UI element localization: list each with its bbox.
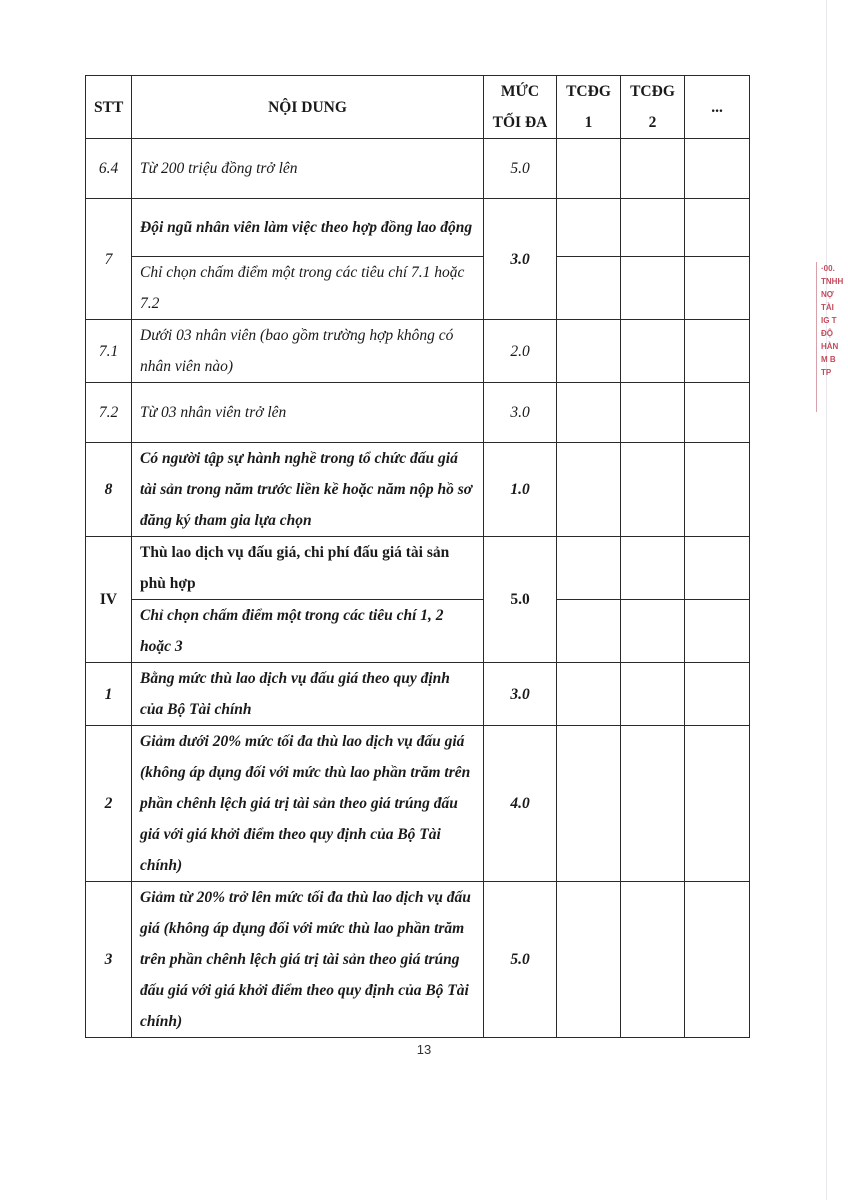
tcdg1-cell <box>557 663 621 726</box>
criteria-table <box>85 75 750 1038</box>
row-note: Chỉ chọn chấm điểm một trong các tiêu chí 1, 2 hoặc 3 <box>132 600 484 663</box>
header-tcdg2-line1: TCĐG <box>630 83 675 100</box>
header-tcdg2-line2: 2 <box>648 114 657 131</box>
row-max-score: 3.0 <box>484 199 557 320</box>
header-tcdg1-line2: 1 <box>584 114 593 131</box>
table-row <box>86 320 750 383</box>
table-row <box>86 443 750 537</box>
row-max-score: 2.0 <box>484 320 557 383</box>
tcdg1-cell <box>557 199 621 257</box>
more-cell <box>685 726 750 882</box>
tcdg1-cell <box>557 139 621 199</box>
tcdg2-cell <box>621 726 685 882</box>
row-content: Dưới 03 nhân viên (bao gồm trường hợp không có nhân viên nào) <box>132 320 484 383</box>
more-cell <box>685 139 750 199</box>
table-row <box>86 257 750 320</box>
more-cell <box>685 383 750 443</box>
row-content: Đội ngũ nhân viên làm việc theo hợp đồng lao động <box>132 199 484 257</box>
row-content: Giảm dưới 20% mức tối đa thù lao dịch vụ đấu giá (không áp dụng đối với mức thù lao phần trăm trên phần chênh lệch giá trị tài sản theo giá trúng đấu giá với giá khởi điểm theo quy định của Bộ Tài chính) <box>132 726 484 882</box>
header-more: ... <box>685 76 750 139</box>
row-stt: 8 <box>86 443 132 537</box>
table-row <box>86 383 750 443</box>
tcdg2-cell <box>621 600 685 663</box>
row-content: Từ 200 triệu đồng trở lên <box>132 139 484 199</box>
row-content: Thù lao dịch vụ đấu giá, chi phí đấu giá tài sản phù hợp <box>132 537 484 600</box>
row-max-score: 5.0 <box>484 537 557 663</box>
tcdg2-cell <box>621 383 685 443</box>
row-content: Bằng mức thù lao dịch vụ đấu giá theo quy định của Bộ Tài chính <box>132 663 484 726</box>
table-row <box>86 537 750 600</box>
table-row <box>86 663 750 726</box>
tcdg1-cell <box>557 537 621 600</box>
row-max-score: 1.0 <box>484 443 557 537</box>
row-stt: 7.1 <box>86 320 132 383</box>
table-row <box>86 199 750 257</box>
more-cell <box>685 663 750 726</box>
header-stt: STT <box>86 76 132 139</box>
stamp-text: ·00. TNHH NỢ TÀI IG T ĐỘ HÀN M B TP <box>821 264 844 377</box>
more-cell <box>685 600 750 663</box>
row-max-score: 5.0 <box>484 882 557 1038</box>
row-stt: IV <box>86 537 132 663</box>
header-tcdg2 <box>621 76 685 139</box>
more-cell <box>685 443 750 537</box>
row-stt: 2 <box>86 726 132 882</box>
more-cell <box>685 257 750 320</box>
tcdg2-cell <box>621 537 685 600</box>
row-stt: 3 <box>86 882 132 1038</box>
row-stt: 1 <box>86 663 132 726</box>
header-max-score <box>484 76 557 139</box>
row-max-score: 3.0 <box>484 663 557 726</box>
table-row <box>86 600 750 663</box>
tcdg2-cell <box>621 663 685 726</box>
row-stt: 7 <box>86 199 132 320</box>
table-row <box>86 726 750 882</box>
red-seal-stamp <box>816 262 847 412</box>
tcdg2-cell <box>621 443 685 537</box>
more-cell <box>685 320 750 383</box>
tcdg1-cell <box>557 320 621 383</box>
row-content: Có người tập sự hành nghề trong tổ chức đấu giá tài sản trong năm trước liền kề hoặc năm nộp hồ sơ đăng ký tham gia lựa chọn <box>132 443 484 537</box>
row-content: Giảm từ 20% trở lên mức tối đa thù lao dịch vụ đấu giá (không áp dụng đối với mức thù lao phần trăm trên phần chênh lệch giá trị tài sản theo giá trúng đấu giá với giá khởi điểm theo quy định của Bộ Tài chính) <box>132 882 484 1038</box>
tcdg1-cell <box>557 600 621 663</box>
tcdg1-cell <box>557 726 621 882</box>
tcdg1-cell <box>557 257 621 320</box>
tcdg1-cell <box>557 882 621 1038</box>
header-row <box>86 76 750 139</box>
more-cell <box>685 882 750 1038</box>
page-edge-line <box>826 0 827 1200</box>
header-tcdg1 <box>557 76 621 139</box>
tcdg2-cell <box>621 139 685 199</box>
tcdg2-cell <box>621 257 685 320</box>
row-max-score: 5.0 <box>484 139 557 199</box>
tcdg1-cell <box>557 443 621 537</box>
tcdg1-cell <box>557 383 621 443</box>
row-stt: 6.4 <box>86 139 132 199</box>
row-note: Chỉ chọn chấm điểm một trong các tiêu chí 7.1 hoặc 7.2 <box>132 257 484 320</box>
table-row <box>86 139 750 199</box>
page-number: 13 <box>416 1042 432 1057</box>
row-content: Từ 03 nhân viên trở lên <box>132 383 484 443</box>
more-cell <box>685 537 750 600</box>
tcdg2-cell <box>621 320 685 383</box>
header-max-line1: MỨC <box>500 83 540 100</box>
row-max-score: 3.0 <box>484 383 557 443</box>
header-max-line2: TỐI ĐA <box>492 114 548 131</box>
table-row <box>86 882 750 1038</box>
header-content: NỘI DUNG <box>132 76 484 139</box>
tcdg2-cell <box>621 199 685 257</box>
tcdg2-cell <box>621 882 685 1038</box>
header-tcdg1-line1: TCĐG <box>566 83 611 100</box>
row-stt: 7.2 <box>86 383 132 443</box>
row-max-score: 4.0 <box>484 726 557 882</box>
more-cell <box>685 199 750 257</box>
